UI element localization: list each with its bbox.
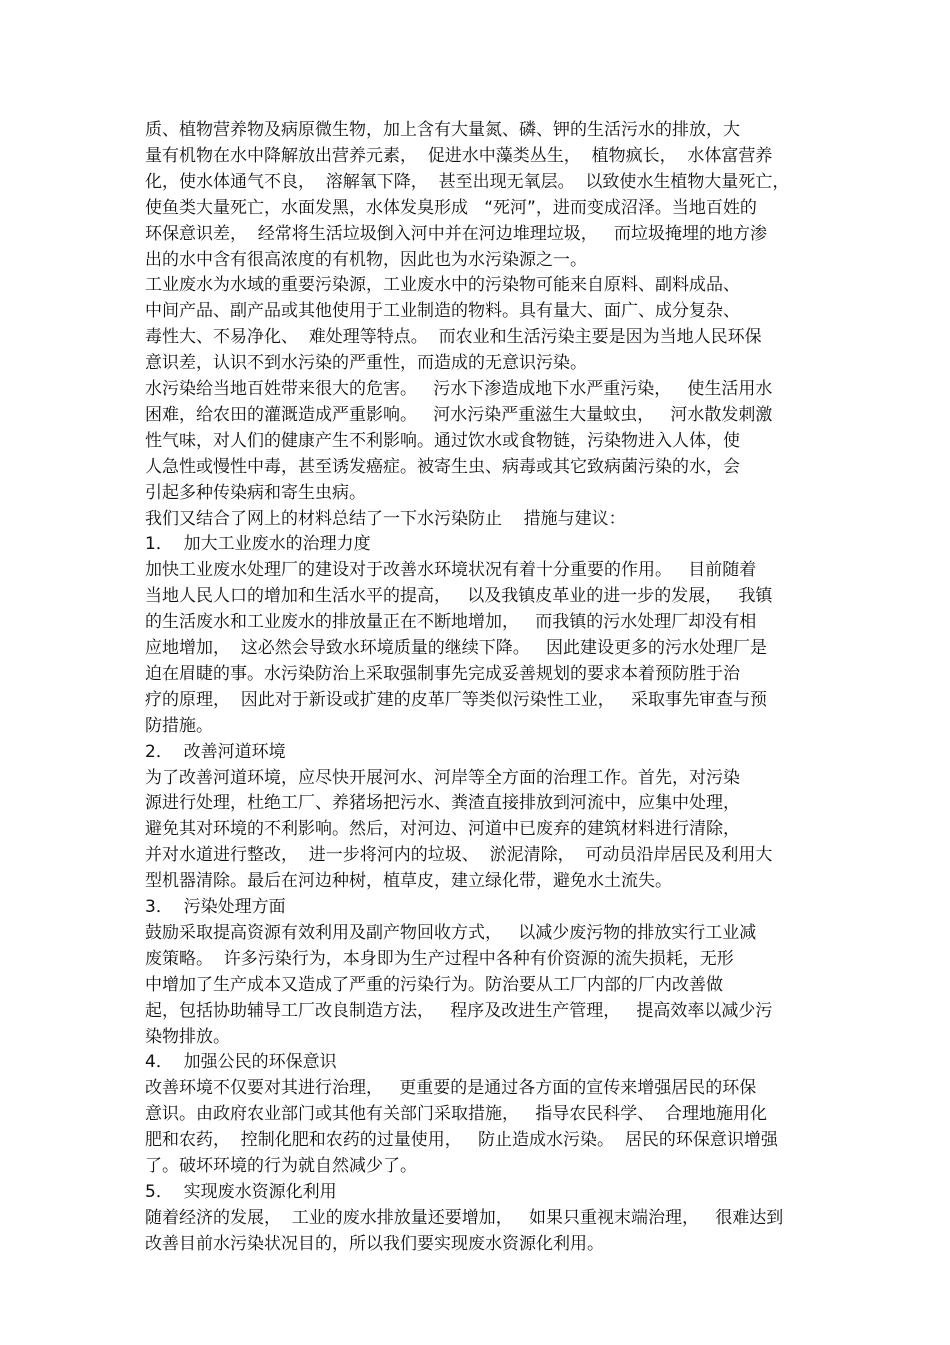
text-line: 迫在眉睫的事。水污染防治上采取强制事先完成妥善规划的要求本着预防胜于治	[145, 663, 740, 684]
text-line: 防措施。	[145, 715, 213, 736]
text-line: 意识。由政府农业部门或其他有关部门采取措施， 指导农民科学、 合理地施用化	[145, 1104, 768, 1125]
text-line: 量有机物在水中降解放出营养元素， 促进水中藻类丛生， 植物疯长， 水体富营养	[145, 145, 773, 166]
text-line: 意识差，认识不到水污染的严重性，而造成的无意识污染。	[145, 353, 587, 374]
text-line: 疗的原理， 因此对于新设或扩建的皮革厂等类似污染性工业， 采取事先审查与预	[145, 689, 768, 710]
text-line: 4． 加强公民的环保意识	[145, 1052, 337, 1073]
text-line: 性气味，对人们的健康产生不利影响。通过饮水或食物链，污染物进入人体，使	[145, 430, 740, 451]
text-line: 5． 实现废水资源化利用	[145, 1181, 337, 1202]
text-line: 中间产品、副产品或其他使用于工业制造的物料。具有量大、面广、成分复杂、	[145, 301, 740, 322]
text-line: 应地增加， 这必然会导致水环境质量的继续下降。 因此建设更多的污水处理厂是	[145, 638, 768, 658]
text-line: 肥和农药， 控制化肥和农药的过量使用， 防止造成水污染。 居民的环保意识增强	[145, 1130, 778, 1151]
text-line: 染物排放。	[145, 1026, 230, 1047]
text-line: 出的水中含有很高浓度的有机物，因此也为水污染源之一。	[145, 249, 587, 270]
text-line: 2． 改善河道环境	[145, 741, 286, 762]
text-line: 工业废水为水域的重要污染源，工业废水中的污染物可能来自原料、副料成品、	[145, 275, 740, 296]
text-line: 随着经济的发展， 工业的废水排放量还要增加， 如果只重视末端治理， 很难达到	[145, 1207, 784, 1228]
text-line: 加快工业废水处理厂的建设对于改善水环境状况有着十分重要的作用。 目前随着	[145, 560, 757, 581]
text-line: 困难，给农田的灌溉造成严重影响。 河水污染严重滋生大量蚊虫， 河水散发刺激	[145, 404, 773, 425]
text-line: 使鱼类大量死亡，水面发黑，水体发臭形成 “死河”，进而变成沼泽。当地百姓的	[145, 197, 757, 218]
text-line: 的生活废水和工业废水的排放量正在不断地增加， 而我镇的污水处理厂却没有相	[145, 612, 757, 633]
text-line: 当地人民人口的增加和生活水平的提高， 以及我镇皮革业的进一步的发展， 我镇	[145, 586, 773, 607]
text-line: 改善环境不仅要对其进行治理， 更重要的是通过各方面的宣传来增强居民的环保	[145, 1078, 757, 1099]
text-line: 源进行处理，杜绝工厂、养猪场把污水、粪渣直接排放到河流中，应集中处理，	[145, 793, 740, 814]
text-line: 1． 加大工业废水的治理力度	[145, 534, 371, 555]
text-line: 废策略。 许多污染行为，本身即为生产过程中各种有价资源的流失损耗，无形	[145, 948, 734, 969]
text-line: 了。破坏环境的行为就自然减少了。	[145, 1156, 417, 1176]
text-line: 水污染给当地百姓带来很大的危害。 污水下渗造成地下水严重污染， 使生活用水	[145, 379, 773, 399]
text-line: 我们又结合了网上的材料总结了一下水污染防止 措施与建议：	[145, 508, 626, 529]
text-line: 改善目前水污染状况目的，所以我们要实现废水资源化利用。	[145, 1233, 604, 1254]
text-line: 起，包括协助辅导工厂改良制造方法， 程序及改进生产管理， 提高效率以减少污	[145, 1000, 773, 1021]
text-line: 环保意识差， 经常将生活垃圾倒入河中并在河边堆理垃圾， 而垃圾掩埋的地方渗	[145, 223, 768, 244]
text-line: 型机器清除。最后在河边种树，植草皮，建立绿化带，避免水土流失。	[145, 871, 672, 892]
text-line: 为了改善河道环境，应尽快开展河水、河岸等全方面的治理工作。首先，对污染	[145, 767, 740, 788]
text-line: 人急性或慢性中毒，甚至诱发癌症。被寄生虫、病毒或其它致病菌污染的水，会	[145, 456, 740, 477]
text-line: 并对水道进行整改， 进一步将河内的垃圾、 淤泥清除， 可动员沿岸居民及利用大	[145, 845, 773, 866]
text-line: 避免其对环境的不利影响。然后，对河边、河道中已废弃的建筑材料进行清除，	[145, 819, 740, 840]
text-line: 毒性大、不易净化、 难处理等特点。 而农业和生活污染主要是因为当地人民环保	[145, 327, 762, 348]
text-line: 引起多种传染病和寄生虫病。	[145, 482, 366, 503]
text-line: 质、植物营养物及病原微生物，加上含有大量氮、磷、钾的生活污水的排放，大	[145, 120, 740, 140]
text-line: 3． 污染处理方面	[145, 897, 286, 917]
text-line: 鼓励采取提高资源有效利用及副产物回收方式， 以减少废污物的排放实行工业减	[145, 922, 757, 943]
text-line: 化，使水体通气不良， 溶解氧下降， 甚至出现无氧层。 以致使水生植物大量死亡，	[145, 171, 790, 192]
text-line: 中增加了生产成本又造成了严重的污染行为。防治要从工厂内部的厂内改善做	[145, 974, 723, 995]
